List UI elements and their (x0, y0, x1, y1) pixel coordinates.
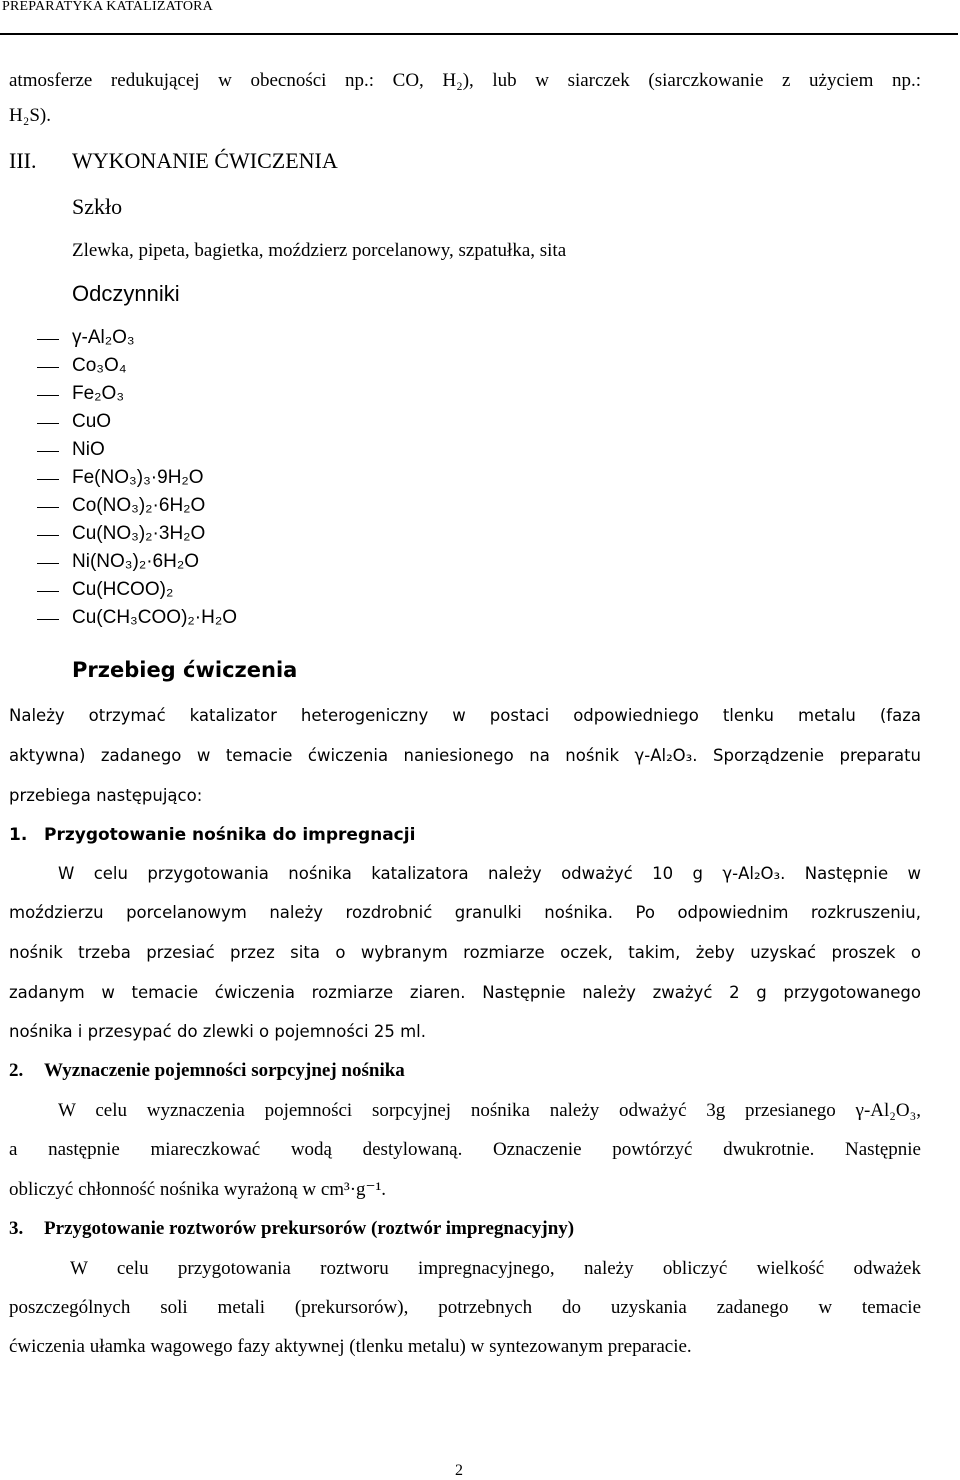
intro-line-1: atmosferze redukującej w obecności np.: CO, H₂), lub w siarczek (siarczkowanie z użyciem np.: (9, 70, 921, 91)
step-2-title: Wyznaczenie pojemności sorpcyjnej nośnika (44, 1060, 405, 1081)
list-dash (37, 479, 59, 480)
list-dash (37, 423, 59, 424)
list-dash (37, 591, 59, 592)
reagent-item: Ni(NO₃)₂·6H₂O (72, 551, 199, 572)
list-dash (37, 507, 59, 508)
step-3-line: W celu przygotowania roztworu impregnacyjnego, należy obliczyć wielkość odważek (70, 1258, 921, 1279)
reagent-item: γ-Al₂O₃ (72, 327, 135, 348)
list-dash (37, 535, 59, 536)
running-header: PREPARATYKA KATALIZATORA (2, 0, 213, 14)
step-3-title: Przygotowanie roztworów prekursorów (roztwór impregnacyjny) (44, 1218, 575, 1239)
section-title: WYKONANIE ĆWICZENIA (72, 148, 338, 173)
header-rule (0, 33, 958, 35)
glass-heading: Szkło (72, 194, 123, 219)
step-2-line: a następnie miareczkować wodą destylowaną. Oznaczenie powtórzyć dwukrotnie. Następnie (9, 1139, 921, 1160)
reagent-item: CuO (72, 411, 112, 432)
list-dash (37, 395, 59, 396)
intro-line-2: H₂S). (9, 105, 51, 126)
step-3-line: poszczególnych soli metali (prekursorów), potrzebnych do uzyskania zadanego w temacie (9, 1297, 921, 1318)
list-dash (37, 619, 59, 620)
reagent-item: Co(NO₃)₂·6H₂O (72, 495, 206, 516)
procedure-intro-line-3: przebiega następująco: (9, 786, 203, 805)
section-number: III. (9, 148, 37, 173)
step-1-line: moździerzu porcelanowym należy rozdrobnić granulki nośnika. Po odpowiednim rozkruszeniu, (9, 903, 921, 922)
procedure-heading: Przebieg ćwiczenia (72, 658, 298, 682)
list-dash (37, 563, 59, 564)
reagent-item: Cu(HCOO)₂ (72, 579, 174, 600)
list-dash (37, 367, 59, 368)
reagent-item: Cu(NO₃)₂·3H₂O (72, 523, 206, 544)
procedure-intro-line-2: aktywna) zadanego w temacie ćwiczenia naniesionego na nośnik γ-Al₂O₃. Sporządzenie preparatu (9, 746, 921, 765)
step-1-line: zadanym w temacie ćwiczenia rozmiarze ziaren. Następnie należy zważyć 2 g przygotowanego (9, 983, 921, 1002)
step-2-number: 2. (9, 1060, 24, 1081)
procedure-intro-line-1: Należy otrzymać katalizator heterogeniczny w postaci odpowiedniego tlenku metalu (faza (9, 706, 921, 725)
list-dash (37, 451, 59, 452)
reagent-item: Fe(NO₃)₃·9H₂O (72, 467, 204, 488)
step-3-number: 3. (9, 1218, 24, 1239)
list-dash (37, 339, 59, 340)
reagent-item: Co₃O₄ (72, 355, 127, 376)
reagent-item: Cu(CH₃COO)₂·H₂O (72, 607, 237, 628)
step-3-line: ćwiczenia ułamka wagowego fazy aktywnej (tlenku metalu) w syntezowanym preparacie. (9, 1336, 692, 1357)
step-1-line: nośnik trzeba przesiać przez sita o wybranym rozmiarze oczek, takim, żeby uzyskać proszek o (9, 943, 921, 962)
page-number: 2 (455, 1462, 463, 1479)
reagents-heading: Odczynniki (72, 281, 180, 306)
reagent-item: NiO (72, 439, 105, 460)
step-2-line: W celu wyznaczenia pojemności sorpcyjnej nośnika należy odważyć 3g przesianego γ-Al₂O₃, (58, 1100, 921, 1121)
step-1-number: 1. (9, 825, 28, 845)
step-2-line: obliczyć chłonność nośnika wyrażoną w cm³·g⁻¹. (9, 1179, 387, 1200)
step-1-title: Przygotowanie nośnika do impregnacji (44, 825, 416, 845)
step-1-line: nośnika i przesypać do zlewki o pojemności 25 ml. (9, 1022, 426, 1041)
step-1-line: W celu przygotowania nośnika katalizatora należy odważyć 10 g γ-Al₂O₃. Następnie w (58, 864, 921, 883)
glass-items: Zlewka, pipeta, bagietka, moździerz porcelanowy, szpatułka, sita (72, 240, 567, 261)
reagent-item: Fe₂O₃ (72, 383, 125, 404)
